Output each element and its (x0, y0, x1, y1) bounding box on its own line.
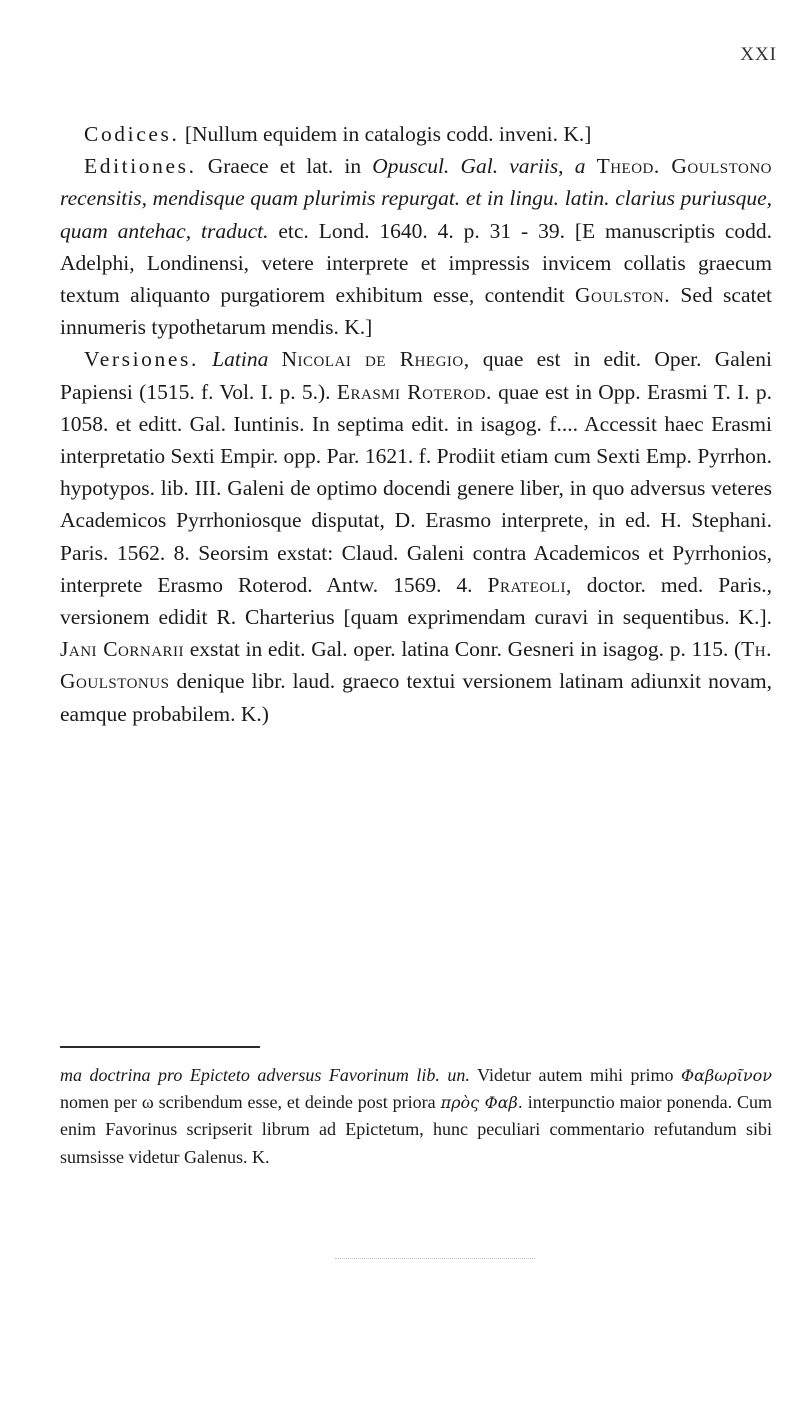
faint-dotted-mark (335, 1258, 535, 1259)
editiones-italic-2: recensitis, mendisque quam plurimis repurgat. et in lingu. latin. clarius puriusque, quam antehac, traduct. (60, 186, 772, 243)
main-text (60, 118, 772, 730)
footnote-greek-1: Φαβωρῖνον (681, 1066, 772, 1085)
footnote-paragraph (60, 1062, 772, 1171)
editiones-text-1: Graece et lat. in (196, 154, 373, 179)
footnote-rule (60, 1046, 260, 1048)
page-number: XXI (740, 44, 777, 65)
versiones-text-2: quae est in Opp. Erasmi T. I. p. 1058. et editt. Gal. Iuntinis. In septima edit. in isagog. f.... Accessit haec Erasmi interpretatio Sexti Empir. opp. Par. 1621. f. Prodiit etiam cum Sexti Emp. Pyrrhon. hypotypos. lib. III. Galeni de optimo docendi genere liber, in quo adversus veteres Academicos Pyrrhoniosque disputat, D. Erasmo interprete, in ed. H. Stephani. Paris. 1562. 8. Seorsim exstat: Claud. Galeni contra Academicos et Pyrrhonios, interprete Erasmo Roterod. Antw. 1569. 4. (60, 379, 772, 597)
editiones-italic-1: Opuscul. Gal. variis, a (372, 154, 586, 179)
codices-paragraph (60, 118, 772, 150)
versiones-text-1: quae est in edit. Oper. Galeni Papiensi (1515. f. Vol. I. p. 5.). (60, 347, 772, 404)
versiones-text-4: exstat in edit. Gal. oper. latina Conr. Gesneri in isagog. p. 115. ( (184, 637, 742, 662)
editiones-heading: Editiones. (84, 154, 197, 179)
codices-text: [Nullum equidem in catalogis codd. inveni. K.] (179, 122, 592, 146)
versiones-heading: Versiones. (84, 347, 199, 372)
footnote-text-2: nomen per ω scribendum esse, et deinde post priora (60, 1092, 441, 1113)
footnote-greek-2: πρὸς Φαβ. (440, 1093, 523, 1113)
versiones-text-5: denique libr. laud. graeco textui versionem latinam adiunxit novam, eamque probabilem. K.) (60, 669, 772, 726)
versiones-paragraph (60, 343, 772, 729)
versiones-italic-1: Latina (212, 347, 269, 372)
editiones-paragraph (60, 150, 772, 343)
editiones-text-3: Sed scatet innumeris typothetarum mendis. K.] (60, 283, 772, 340)
versiones-author-2: Erasmi Roterod. (336, 379, 492, 404)
versiones-author-4: Jani Cornarii (60, 637, 185, 662)
editiones-author-2: Goulston. (574, 283, 671, 308)
editiones-author-1: Theod. Goulstono (596, 154, 772, 179)
codices-heading: Codices. (84, 122, 180, 146)
footnote-italic: ma doctrina pro Epicteto adversus Favorinum lib. un. (60, 1065, 470, 1085)
versiones-author-5: Th. Goulstonus (60, 637, 772, 694)
versiones-author-1: Nicolai de Rhegio, (281, 347, 470, 372)
versiones-author-3: Prateoli, (487, 572, 572, 597)
versiones-text-3: doctor. med. Paris., versionem edidit R. Charterius [quam exprimendam curavi in sequentibus. K.]. (60, 572, 772, 630)
footnote (60, 1062, 772, 1171)
editiones-text-2: etc. Lond. 1640. 4. p. 31 - 39. [E manuscriptis codd. Adelphi, Londinensi, vetere interprete et impressis invicem collatis graecum textum aliquanto purgatiorem exhibitum esse, contendit (60, 218, 772, 308)
footnote-text-3: interpunctio maior ponenda. Cum enim Favorinus scripserit librum ad Epictetum, hunc peculiari commentario refutandum sibi sumsisse videtur Galenus. K. (60, 1092, 773, 1167)
footnote-text-1: Videtur autem mihi primo (469, 1065, 682, 1085)
